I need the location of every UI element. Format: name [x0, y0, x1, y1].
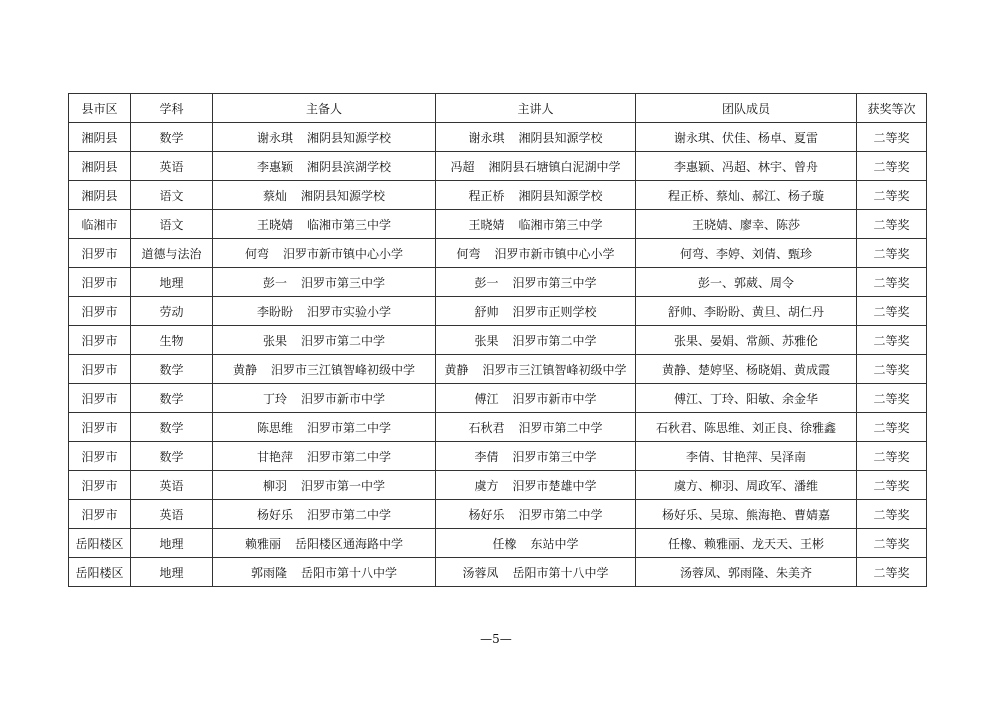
- cell-lecturer: [436, 268, 636, 297]
- cell-county: 汨罗市: [69, 384, 131, 413]
- cell-award: 二等奖: [857, 471, 927, 500]
- cell-lecturer: [436, 413, 636, 442]
- cell-award: 二等奖: [857, 413, 927, 442]
- cell-county: 汨罗市: [69, 413, 131, 442]
- cell-preparer-name: 李盼盼: [256, 304, 293, 319]
- cell-subject: 英语: [131, 471, 213, 500]
- cell-lecturer: [436, 442, 636, 471]
- cell-preparer-name: 陈思维: [256, 420, 293, 435]
- cell-preparer: [213, 558, 436, 587]
- cell-preparer-name: 黄静: [232, 362, 257, 377]
- cell-subject: 数学: [131, 442, 213, 471]
- cell-preparer-school: 汨罗市新市中学: [301, 391, 386, 406]
- cell-award: 二等奖: [857, 152, 927, 181]
- cell-preparer-name: 张果: [262, 333, 287, 348]
- cell-lecturer-school: 汨罗市第二中学: [518, 420, 603, 435]
- cell-preparer-school: 汨罗市第二中学: [307, 507, 392, 522]
- cell-award: 二等奖: [857, 384, 927, 413]
- header-lecturer: 主讲人: [436, 94, 636, 123]
- cell-county: 汨罗市: [69, 268, 131, 297]
- cell-subject: 数学: [131, 355, 213, 384]
- cell-preparer: [213, 355, 436, 384]
- cell-preparer-school: 岳阳市第十八中学: [301, 565, 398, 580]
- cell-lecturer: [436, 210, 636, 239]
- cell-lecturer: [436, 355, 636, 384]
- cell-subject: 地理: [131, 529, 213, 558]
- cell-team: 虞方、柳羽、周政军、潘维: [636, 471, 857, 500]
- cell-preparer: [213, 442, 436, 471]
- table-row: [69, 181, 927, 210]
- cell-lecturer-name: 虞方: [474, 478, 499, 493]
- cell-preparer-name: 李惠颖: [256, 159, 293, 174]
- cell-lecturer: [436, 297, 636, 326]
- cell-subject: 英语: [131, 500, 213, 529]
- header-subject: 学科: [131, 94, 213, 123]
- cell-county: 汨罗市: [69, 239, 131, 268]
- cell-preparer-school: 湘阴县知源学校: [301, 188, 386, 203]
- cell-lecturer: [436, 558, 636, 587]
- cell-lecturer-name: 彭一: [474, 275, 499, 290]
- cell-preparer-school: 汨罗市新市镇中心小学: [283, 246, 404, 261]
- cell-subject: 数学: [131, 413, 213, 442]
- cell-preparer-name: 蔡灿: [262, 188, 287, 203]
- cell-lecturer-school: 汨罗市新市镇中心小学: [494, 246, 615, 261]
- cell-lecturer-name: 何弯: [456, 246, 481, 261]
- cell-subject: 地理: [131, 268, 213, 297]
- cell-subject: 数学: [131, 123, 213, 152]
- cell-county: 岳阳楼区: [69, 558, 131, 587]
- cell-county: 湘阴县: [69, 181, 131, 210]
- cell-subject: 语文: [131, 181, 213, 210]
- cell-county: 汨罗市: [69, 471, 131, 500]
- cell-county: 岳阳楼区: [69, 529, 131, 558]
- table-body: [69, 123, 927, 587]
- cell-lecturer-name: 黄静: [444, 362, 469, 377]
- cell-preparer: [213, 123, 436, 152]
- cell-lecturer: [436, 384, 636, 413]
- cell-lecturer-name: 舒帅: [474, 304, 499, 319]
- cell-lecturer: [436, 152, 636, 181]
- cell-lecturer: [436, 239, 636, 268]
- cell-preparer-school: 汨罗市第三中学: [301, 275, 386, 290]
- cell-preparer: [213, 384, 436, 413]
- table-row: [69, 210, 927, 239]
- cell-preparer: [213, 500, 436, 529]
- cell-preparer-name: 郭雨隆: [250, 565, 287, 580]
- cell-team: 任橡、赖雅丽、龙天天、王彬: [636, 529, 857, 558]
- cell-preparer-school: 湘阴县知源学校: [307, 130, 392, 145]
- cell-preparer: [213, 297, 436, 326]
- cell-preparer: [213, 210, 436, 239]
- cell-lecturer-name: 张果: [474, 333, 499, 348]
- table-row: [69, 355, 927, 384]
- cell-preparer-name: 赖雅丽: [244, 536, 281, 551]
- cell-team: 张果、晏娟、常颜、苏雅伦: [636, 326, 857, 355]
- cell-county: 汨罗市: [69, 500, 131, 529]
- cell-preparer-school: 汨罗市第二中学: [307, 449, 392, 464]
- cell-preparer: [213, 471, 436, 500]
- cell-preparer-school: 汨罗市三江镇智峰初级中学: [271, 362, 416, 377]
- table-row: [69, 471, 927, 500]
- cell-award: 二等奖: [857, 355, 927, 384]
- cell-team: 程正桥、蔡灿、郝江、杨子璇: [636, 181, 857, 210]
- table-header-row: [69, 94, 927, 123]
- table-row: [69, 326, 927, 355]
- cell-team: 杨好乐、吴琼、熊海艳、曹婧嘉: [636, 500, 857, 529]
- cell-county: 汨罗市: [69, 355, 131, 384]
- cell-lecturer-school: 临湘市第三中学: [518, 217, 603, 232]
- table-row: [69, 500, 927, 529]
- table-row: [69, 268, 927, 297]
- cell-team: 石秋君、陈思维、刘正良、徐雅鑫: [636, 413, 857, 442]
- cell-subject: 生物: [131, 326, 213, 355]
- cell-preparer: [213, 529, 436, 558]
- cell-award: 二等奖: [857, 442, 927, 471]
- cell-lecturer-school: 岳阳市第十八中学: [512, 565, 609, 580]
- cell-lecturer-school: 湘阴县知源学校: [518, 130, 603, 145]
- cell-preparer: [213, 268, 436, 297]
- cell-county: 湘阴县: [69, 152, 131, 181]
- cell-lecturer-school: 汨罗市第三中学: [512, 275, 597, 290]
- cell-lecturer-school: 东站中学: [530, 536, 579, 551]
- cell-lecturer-school: 汨罗市楚雄中学: [512, 478, 597, 493]
- cell-preparer-name: 何弯: [244, 246, 269, 261]
- cell-team: 何弯、李婷、刘倩、甄珍: [636, 239, 857, 268]
- cell-preparer-name: 彭一: [262, 275, 287, 290]
- cell-lecturer: [436, 326, 636, 355]
- cell-lecturer-school: 汨罗市正则学校: [512, 304, 597, 319]
- cell-lecturer-name: 程正桥: [468, 188, 505, 203]
- cell-team: 彭一、郭葳、周令: [636, 268, 857, 297]
- cell-lecturer-school: 汨罗市第三中学: [512, 449, 597, 464]
- header-county: 县市区: [69, 94, 131, 123]
- cell-preparer-name: 杨好乐: [256, 507, 293, 522]
- table-row: [69, 529, 927, 558]
- cell-preparer-name: 王晓婧: [256, 217, 293, 232]
- header-preparer: 主备人: [213, 94, 436, 123]
- cell-team: 谢永琪、伏佳、杨卓、夏雷: [636, 123, 857, 152]
- cell-award: 二等奖: [857, 210, 927, 239]
- cell-award: 二等奖: [857, 123, 927, 152]
- cell-team: 王晓婧、廖幸、陈莎: [636, 210, 857, 239]
- cell-county: 汨罗市: [69, 297, 131, 326]
- cell-lecturer-name: 傅江: [474, 391, 499, 406]
- table-row: [69, 384, 927, 413]
- award-table: [68, 93, 927, 587]
- cell-team: 李惠颖、冯超、林宇、曾舟: [636, 152, 857, 181]
- cell-award: 二等奖: [857, 500, 927, 529]
- cell-award: 二等奖: [857, 268, 927, 297]
- cell-lecturer-school: 汨罗市第二中学: [518, 507, 603, 522]
- table-row: [69, 413, 927, 442]
- cell-award: 二等奖: [857, 326, 927, 355]
- cell-lecturer-school: 汨罗市三江镇智峰初级中学: [482, 362, 627, 377]
- table-row: [69, 239, 927, 268]
- cell-team: 黄静、楚婷坚、杨晓娟、黄成霞: [636, 355, 857, 384]
- cell-county: 汨罗市: [69, 326, 131, 355]
- cell-preparer-name: 柳羽: [262, 478, 287, 493]
- cell-lecturer: [436, 181, 636, 210]
- cell-award: 二等奖: [857, 297, 927, 326]
- header-award: 获奖等次: [857, 94, 927, 123]
- cell-preparer-school: 汨罗市第二中学: [307, 420, 392, 435]
- cell-lecturer: [436, 123, 636, 152]
- cell-subject: 英语: [131, 152, 213, 181]
- cell-award: 二等奖: [857, 181, 927, 210]
- table-row: [69, 297, 927, 326]
- cell-award: 二等奖: [857, 239, 927, 268]
- cell-lecturer-name: 冯超: [450, 159, 475, 174]
- cell-award: 二等奖: [857, 558, 927, 587]
- cell-lecturer-school: 湘阴县石塘镇白泥湖中学: [488, 159, 621, 174]
- table-row: [69, 558, 927, 587]
- cell-preparer-school: 湘阴县滨湖学校: [307, 159, 392, 174]
- cell-preparer-school: 临湘市第三中学: [307, 217, 392, 232]
- cell-county: 汨罗市: [69, 442, 131, 471]
- cell-preparer: [213, 239, 436, 268]
- cell-preparer: [213, 326, 436, 355]
- cell-subject: 道德与法治: [131, 239, 213, 268]
- cell-preparer-school: 岳阳楼区通海路中学: [295, 536, 404, 551]
- cell-preparer-school: 汨罗市第一中学: [301, 478, 386, 493]
- cell-lecturer-school: 汨罗市第二中学: [512, 333, 597, 348]
- table-row: [69, 123, 927, 152]
- cell-lecturer-name: 王晓婧: [468, 217, 505, 232]
- cell-preparer-name: 谢永琪: [256, 130, 293, 145]
- cell-preparer-name: 丁玲: [262, 391, 287, 406]
- cell-team: 傅江、丁玲、阳敏、余金华: [636, 384, 857, 413]
- cell-subject: 数学: [131, 384, 213, 413]
- cell-subject: 劳动: [131, 297, 213, 326]
- cell-lecturer-school: 汨罗市新市中学: [512, 391, 597, 406]
- cell-preparer-name: 甘艳萍: [256, 449, 293, 464]
- cell-lecturer-name: 汤蓉凤: [462, 565, 499, 580]
- cell-county: 湘阴县: [69, 123, 131, 152]
- cell-preparer: [213, 152, 436, 181]
- table-row: [69, 442, 927, 471]
- cell-lecturer-name: 任橡: [492, 536, 517, 551]
- cell-preparer-school: 汨罗市实验小学: [307, 304, 392, 319]
- cell-subject: 地理: [131, 558, 213, 587]
- cell-subject: 语文: [131, 210, 213, 239]
- table-row: [69, 152, 927, 181]
- header-team: 团队成员: [636, 94, 857, 123]
- cell-lecturer: [436, 529, 636, 558]
- cell-preparer: [213, 181, 436, 210]
- cell-lecturer-name: 石秋君: [468, 420, 505, 435]
- cell-preparer: [213, 413, 436, 442]
- cell-lecturer-name: 谢永琪: [468, 130, 505, 145]
- cell-team: 舒帅、李盼盼、黄旦、胡仁丹: [636, 297, 857, 326]
- cell-county: 临湘市: [69, 210, 131, 239]
- cell-team: 汤蓉凤、郭雨隆、朱美齐: [636, 558, 857, 587]
- cell-lecturer-school: 湘阴县知源学校: [518, 188, 603, 203]
- cell-lecturer: [436, 500, 636, 529]
- cell-preparer-school: 汨罗市第二中学: [301, 333, 386, 348]
- cell-award: 二等奖: [857, 529, 927, 558]
- page-number: —5—: [480, 632, 512, 646]
- cell-team: 李倩、甘艳萍、吴泽南: [636, 442, 857, 471]
- cell-lecturer-name: 杨好乐: [468, 507, 505, 522]
- cell-lecturer-name: 李倩: [474, 449, 499, 464]
- cell-lecturer: [436, 471, 636, 500]
